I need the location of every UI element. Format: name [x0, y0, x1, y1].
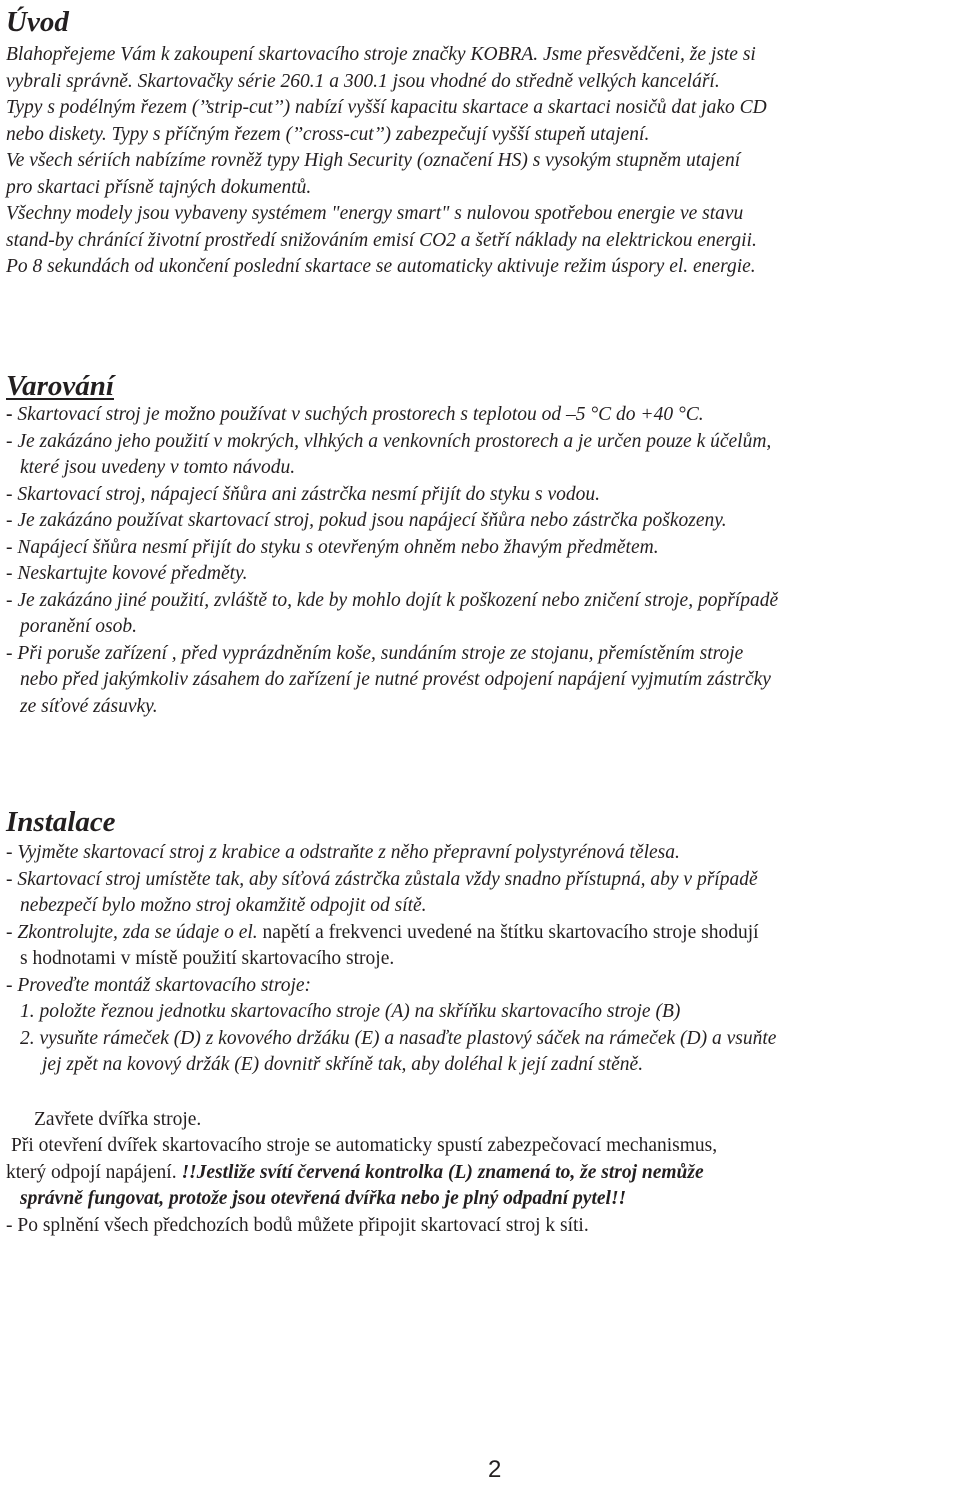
- intro-line: Typy s podélným řezem (’’strip-cut’’) nabízí vyšší kapacitu skartace a skartaci nosičů dat jako CD: [6, 97, 767, 118]
- install-list: [6, 840, 954, 1239]
- install-warning-bold: !!Jestliže svítí červená kontrolka (L) znamená to, že stroj nemůže: [176, 1161, 704, 1183]
- warning-item: - Při poruše zařízení , před vyprázdněním koše, sundáním stroje ze stojanu, přemístěním stroje: [6, 642, 744, 664]
- install-note: Při otevření dvířek skartovacího stroje se automaticky spustí zabezpečovací mechanismus,: [11, 1135, 718, 1156]
- warning-item-cont: ze síťové zásuvky.: [20, 695, 158, 717]
- install-item-text: - Zkontrolujte, zda se údaje o el.: [6, 921, 258, 943]
- install-step: 2. vysuňte rámeček (D) z kovového držáku (E) a nasaďte plastový sáček na rámeček (D) a vsuňte: [20, 1027, 777, 1049]
- install-item: [6, 920, 954, 947]
- install-item: - Vyjměte skartovací stroj z krabice a odstraňte z něho přepravní polystyrénová tělesa.: [6, 842, 680, 863]
- intro-line: pro skartaci přísně tajných dokumentů.: [6, 176, 312, 198]
- blank-line: [6, 1079, 954, 1107]
- intro-line: Ve všech sériích nabízíme rovněž typy High Security (označení HS) s vysokým stupněm utajení: [6, 150, 741, 171]
- intro-line: Blahopřejeme Vám k zakoupení skartovacího stroje značky KOBRA. Jsme přesvědčeni, že jste si: [6, 44, 756, 65]
- warning-item: [6, 402, 954, 429]
- intro-line: nebo diskety. Typy s příčným řezem (’’cross-cut’’) zabezpečují vyšší stupeň utajení.: [6, 123, 650, 145]
- warning-heading: Varování: [6, 370, 114, 402]
- intro-line: stand-by chránící životní prostředí snižováním emisí CO2 a šetří náklady na elektrickou energii.: [6, 229, 757, 251]
- page-number: 2: [488, 1456, 502, 1483]
- install-note: [6, 1160, 954, 1187]
- warning-list: [6, 402, 954, 720]
- warning-item-text: Skartovací stroj je možno používat v suchých prostorech s teplotou od –5 °C do +40 °C.: [12, 404, 704, 425]
- intro-line: vybrali správně. Skartovačky série 260.1 a 300.1 jsou vhodné do středně velkých kanceláří.: [6, 70, 720, 92]
- install-item-text: napětí a frekvenci uvedené na štítku skartovacího stroje shodují: [257, 921, 759, 943]
- warning-item: - Je zakázáno používat skartovací stroj, pokud jsou napájecí šňůra nebo zástrčka poškozeny.: [6, 510, 727, 531]
- warning-item: - Skartovací stroj, nápajecí šňůra ani zástrčka nesmí přijít do styku s vodou.: [6, 483, 600, 505]
- install-item: - Skartovací stroj umístěte tak, aby síťová zástrčka zůstala vždy snadno přístupná, aby v případě: [6, 868, 758, 890]
- warning-item-cont: nebo před jakýmkoliv zásahem do zařízení je nutné provést odpojení napájení vyjmutím zástrčky: [20, 669, 771, 690]
- install-item: - Po splnění všech předchozích bodů můžete připojit skartovací stroj k síti.: [6, 1214, 589, 1236]
- install-step-cont: jej zpět na kovový držák (E) dovnitř skříně tak, aby doléhal k její zadní stěně.: [42, 1054, 644, 1075]
- install-warning-bold: správně fungovat, protože jsou otevřená dvířka nebo je plný odpadní pytel!!: [20, 1188, 627, 1209]
- intro-line: Po 8 sekundách od ukončení poslední skartace se automaticky aktivuje režim úspory el. energie.: [6, 256, 756, 277]
- install-step: 1. položte řeznou jednotku skartovacího stroje (A) na skříňku skartovacího stroje (B): [20, 1001, 681, 1022]
- warning-item-cont: které jsou uvedeny v tomto návodu.: [20, 457, 296, 478]
- intro-paragraph: [6, 42, 954, 281]
- install-note: Zavřete dvířka stroje.: [34, 1108, 202, 1130]
- install-item: - Proveďte montáž skartovacího stroje:: [6, 974, 312, 996]
- warning-item: - Je zakázáno jeho použití v mokrých, vlhkých a venkovních prostorech a je určen pouze k účelům,: [6, 430, 772, 452]
- warning-item: - Neskartujte kovové předměty.: [6, 563, 248, 584]
- warning-item: - Je zakázáno jiné použití, zvláště to, kde by mohlo dojít k poškození nebo zničení stroje, popřípadě: [6, 589, 779, 611]
- intro-line: Všechny modely jsou vybaveny systémem "energy smart" s nulovou spotřebou energie ve stavu: [6, 203, 744, 224]
- install-heading: Instalace: [6, 806, 116, 838]
- intro-heading: Úvod: [6, 6, 69, 38]
- install-item-cont: nebezpečí bylo možno stroj okamžitě odpojit od sítě.: [20, 895, 427, 916]
- warning-item-cont: poranění osob.: [20, 616, 137, 637]
- install-note-text: který odpojí napájení.: [6, 1161, 177, 1183]
- install-item-cont: s hodnotami v místě použití skartovacího stroje.: [20, 948, 395, 969]
- warning-dash: -: [6, 404, 13, 425]
- warning-item: - Napájecí šňůra nesmí přijít do styku s otevřeným ohněm nebo žhavým předmětem.: [6, 536, 659, 558]
